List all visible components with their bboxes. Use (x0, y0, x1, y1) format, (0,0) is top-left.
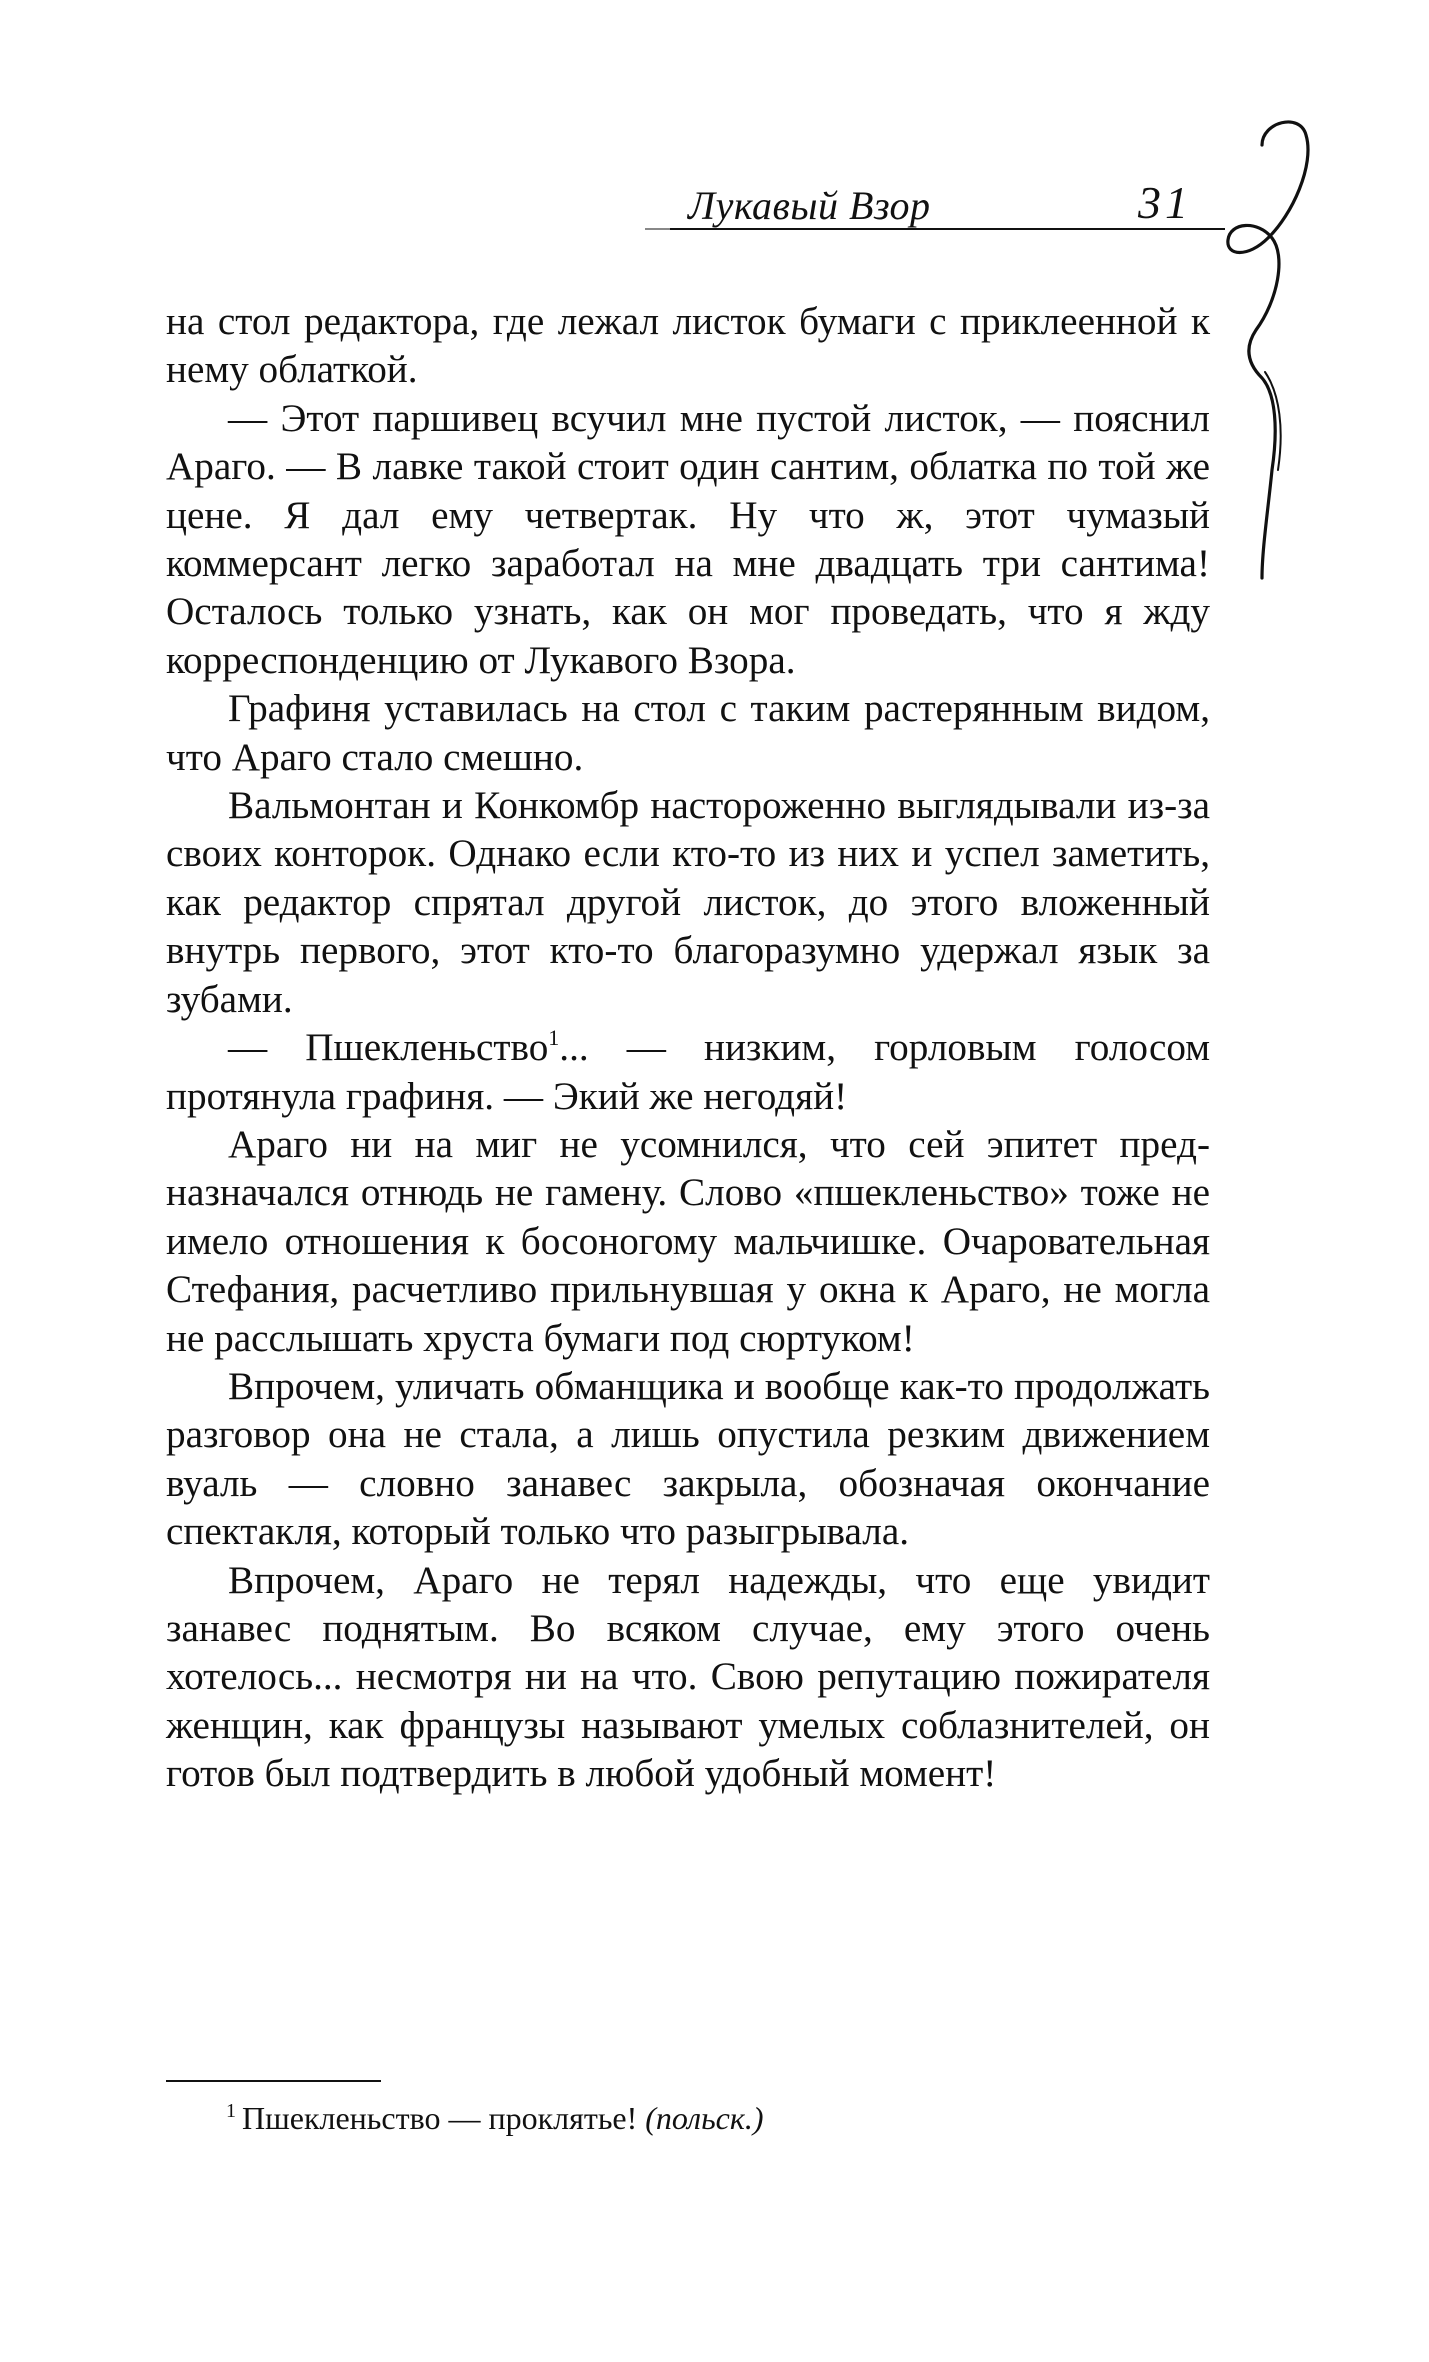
footnote-reference[interactable]: 1 (548, 1025, 560, 1051)
footnote-divider (166, 2080, 381, 2082)
paragraph-with-footnote (166, 1024, 1210, 1121)
page-number: 31 (1138, 177, 1192, 228)
running-head (0, 0, 1429, 300)
paragraph: — Этот паршивец всучил мне пустой листок, — пояснил Араго. — В лавке такой стоит один сантим, облатка по той же цене. Я дал ему четвертак. Ну что ж, этот чумазый коммерсант легко заработал на мне двадцать три сантима! Осталось только узнать, как он мог проведать, что я жду корреспонденцию от Лукавого Взора. (166, 396, 1210, 682)
paragraph: Впрочем, Араго не терял надежды, что еще увидит занавес поднятым. Во всяком случае, ему этого очень хотелось... несмотря ни на что. Свою репутацию пожирателя женщин, как французы называют умелых соблазнителей, он готов был подтвердить в любой удобный момент! (166, 1558, 1210, 1796)
footnote-language-note: (польск.) (645, 2100, 764, 2136)
paragraph: Впрочем, уличать обманщика и вообще как-то продолжать разговор она не стала, а лишь опустила резким движением вуаль — словно занавес закрыла, обозначая окончание спектакля, который только что разыгрывала. (166, 1364, 1210, 1554)
footnote (226, 2098, 763, 2138)
paragraph: Графиня уставилась на стол с таким растерянным видом, что Араго стало смешно. (166, 687, 1210, 779)
footnote-mark: 1 (226, 2100, 236, 2122)
body-text (166, 298, 1210, 1799)
paragraph-end: ... — низким, горловым голосом протянула графиня. — Экий же негодяй! (166, 1026, 1211, 1118)
footnote-text: Пшекленьство — проклятье! (242, 2100, 638, 2136)
paragraph: Араго ни на миг не усомнился, что сей эпитет предназначался отнюдь не гамену. Слово «пшекленьство» тоже не имело отношения к босоногому мальчишке. Очаровательная Стефания, расчетливо прильнувшая у окна к Араго, не могла не расслышать хруста бумаги под сюртуком! (166, 1122, 1210, 1360)
paragraph: Вальмонтан и Конкомбр настороженно выглядывали из-за своих конторок. Однако если кто-то из них и успел заметить, как редактор спрятал другой листок, до этого вложенный внутрь первого, этот кто-то благоразумно удержал язык за зубами. (166, 784, 1210, 1021)
running-title: Лукавый Взор (688, 183, 931, 228)
paragraph: на стол редактора, где лежал листок бумаги с приклеенной к нему облаткой. (166, 300, 1210, 392)
paragraph-start: — Пшекленьство (228, 1026, 549, 1070)
